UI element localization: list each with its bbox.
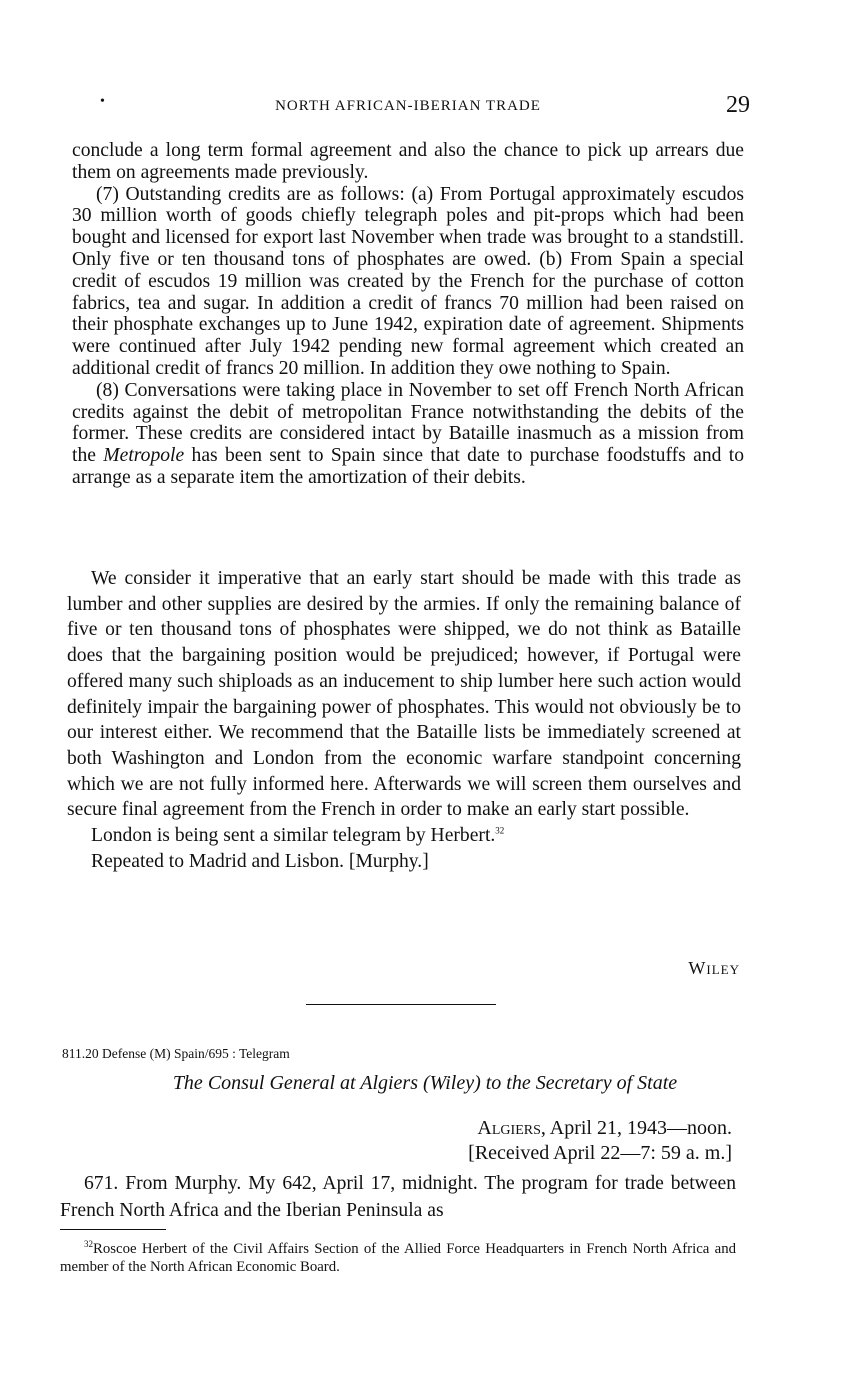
paragraph-8 <box>72 380 744 489</box>
paragraph-8-text-a: (8) Conversations were taking place in November to set off French North African credits against the debit of metropolitan France notwithstanding the debits of the former. These credits are considered intact by Bataille inasmuch as a mission from the <box>72 379 744 467</box>
page-number: 29 <box>726 92 750 118</box>
footnote-ref: 32 <box>495 825 505 836</box>
paragraph-8-text-b: has been sent to Spain since that date to purchase foodstuffs and to arrange as a separate item the amortization of their debits. <box>72 445 745 488</box>
numbered-paragraphs <box>72 140 744 489</box>
telegram-body <box>67 566 741 874</box>
paragraph-recommendation: We consider it imperative that an early start should be made with this trade as lumber and other supplies are desired by the armies. If only the remaining balance of five or ten thousand tons of phosphates were shipped, we do not think as Bataille does that the bargaining position would be prejudiced; however, if Portugal were offered many such shiploads as an inducement to ship lumber here such action would definitely impair the bargaining power of phosphates. This would not obviously be to our interest either. We recommend that the Bataille lists be immediately screened at both Washington and London from the economic warfare standpoint concerning which we are not fully informed here. Afterwards we will screen them ourselves and secure final agreement from the French in order to make an early start possible. <box>67 568 741 821</box>
dateline-received: [Received April 22—7: 59 a. m.] <box>468 1142 732 1164</box>
running-head <box>66 92 750 122</box>
running-title: NORTH AFRICAN-IBERIAN TRADE <box>275 98 541 114</box>
message-body <box>60 1170 736 1224</box>
footnote-rule <box>60 1229 166 1230</box>
message-paragraph: 671. From Murphy. My 642, April 17, midnight. The program for trade between French North Africa and the Iberian Peninsula as <box>60 1173 736 1221</box>
section-divider <box>306 1004 496 1005</box>
paragraph-continued: conclude a long term formal agreement and also the chance to pick up arrears due them on agreements made previously. <box>72 140 744 183</box>
paragraph-london <box>67 823 741 849</box>
footnote-text: Roscoe Herbert of the Civil Affairs Section of the Allied Force Headquarters in French North Africa and member of the North African Economic Board. <box>60 1241 736 1275</box>
bullet-mark: • <box>100 94 105 109</box>
london-text: London is being sent a similar telegram by Herbert. <box>91 825 496 847</box>
document-title: The Consul General at Algiers (Wiley) to the Secretary of State <box>172 1072 678 1094</box>
dateline-place: Algiers <box>477 1117 541 1139</box>
footnote <box>60 1240 736 1276</box>
file-number: 811.20 Defense (M) Spain/695 : Telegram <box>62 1046 290 1061</box>
signature: Wiley <box>688 958 740 978</box>
dateline-place-date <box>468 1116 732 1141</box>
paragraph-7: (7) Outstanding credits are as follows: (a) From Portugal approximately escudos 30 million worth of goods chiefly telegraph poles and pit-props which had been bought and licensed for export last November when trade was brought to a standstill. Only five or ten thousand tons of phosphates are owed. (b) From Spain a special credit of escudos 19 million was created by the French for the purchase of cotton fabrics, tea and sugar. In addition a credit of francs 70 million had been raised on their phosphate exchanges up to June 1942, expiration date of agreement. Shipments were continued after July 1942 pending new formal agreement which created an additional credit of francs 20 million. In addition they owe nothing to Spain. <box>72 183 744 379</box>
metropole-term: Metropole <box>103 445 185 467</box>
footnote-marker: 32 <box>84 1239 93 1250</box>
dateline <box>468 1116 732 1166</box>
paragraph-repeated: Repeated to Madrid and Lisbon. [Murphy.] <box>91 850 429 872</box>
dateline-date: , April 21, 1943—noon. <box>540 1117 732 1139</box>
